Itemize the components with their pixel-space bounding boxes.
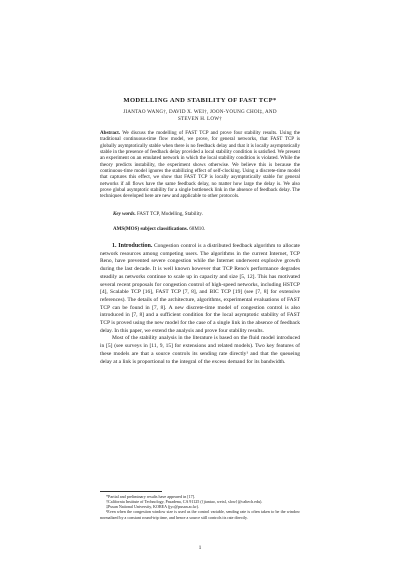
footnote-1: *Partial and preliminary results have appeared in [17]. [106, 494, 196, 499]
intro-paragraph-1 [100, 243, 300, 335]
footnote-3: ‡Pusan National University, KOREA (jyc@pusan.ac.kr). [106, 504, 200, 510]
footnote-4: ¹Even when the congestion window size is used as the control variable, sending rate is often taken to be the window normalized by a constant round-trip time, and hence a source still controls its rate directly. [100, 509, 300, 520]
ams-text: 68M10. [189, 226, 206, 232]
keywords-label: Key words. [113, 211, 136, 217]
abstract-text: We discuss the modelling of FAST TCP and prove four stability results. Using the traditional continuous-time flow model, we prove, for general networks, that FAST TCP is globally asymptotically stable when there is no feedback delay and that it is locally asymptotically stable in the presence of feedback delay provided a local stability condition is satisfied. We present an experiment on an emulated network in which the local stability condition is violated. While the theory predicts instability, the experiment shows otherwise. We believe this is because the continuous-time model ignores the stabilizing effect of self-clocking. Using a discrete-time model that captures this effect, we show that FAST TCP is locally asymptotically stable for general networks if all flows have the same feedback delay, no matter how large the delay is. We also prove global asymptotic stability for a single bottleneck link in the absence of feedback delay. The techniques developed here are new and applicable to other protocols. [100, 130, 301, 200]
abstract [100, 130, 300, 200]
intro-paragraph-1-text: Congestion control is a distributed feedback algorithm to allocate network resources among competing users. The algorithms in the current Internet, TCP Reno, have prevented severe congestion while the Internet underwent explosive growth during the last decade. It is well known however that TCP Reno's performance degrades steadily as networks continue to scale up in capacity and size [5, 12]. This has motivated several recent proposals for congestion control of high-speed networks, including HSTCP [4], Scalable TCP [16], FAST TCP [7, 8], and BIC TCP [19] (see [7, 8] for extensive references). The details of the architecture, algorithms, experimental evaluations of FAST TCP can be found in [7, 8]. A new discrete-time model of congestion control is also introduced in [7, 8] and a sufficient condition for the local asymptotic stability of FAST TCP is proved using the new model for the case of a single link in the absence of feedback delay. In this paper, we extend the analysis and prove four stability results. [100, 243, 300, 334]
section-introduction [100, 243, 300, 366]
section-heading: 1. Introduction. [112, 243, 153, 249]
footnote-2: †California Institute of Technology, Pasadena, CA 91125 ({jiantao, weixl, slow}@caltech.edu). [106, 499, 263, 505]
page-number: 1 [198, 545, 202, 551]
author-line-2: STEVEN H. LOW† [178, 116, 222, 123]
ams-label: AMS(MOS) subject classifications. [113, 226, 188, 232]
keywords [113, 211, 300, 217]
keywords-text: FAST TCP, Modelling, Stability. [136, 211, 203, 217]
ams-classification [113, 226, 300, 232]
abstract-label: Abstract. [100, 130, 121, 136]
footnotes [100, 494, 300, 520]
author-list [118, 109, 282, 123]
author-line-1: JIANTAO WANG†, DAVID X. WEI†, JOON-YOUNG CHOI‡, AND [123, 109, 277, 115]
intro-paragraph-2: Most of the stability analysis in the literature is based on the fluid model introduced in [5] (see surveys in [11, 9, 15] for extensions and related models). Two key features of these models are that a source controls its sending rate directly¹ and that the queueing delay at a link is proportional to the integral of the excess demand for its bandwidth. [100, 335, 300, 365]
footnote-divider [100, 491, 162, 492]
paper-title: MODELLING AND STABILITY OF FAST TCP* [123, 97, 277, 104]
